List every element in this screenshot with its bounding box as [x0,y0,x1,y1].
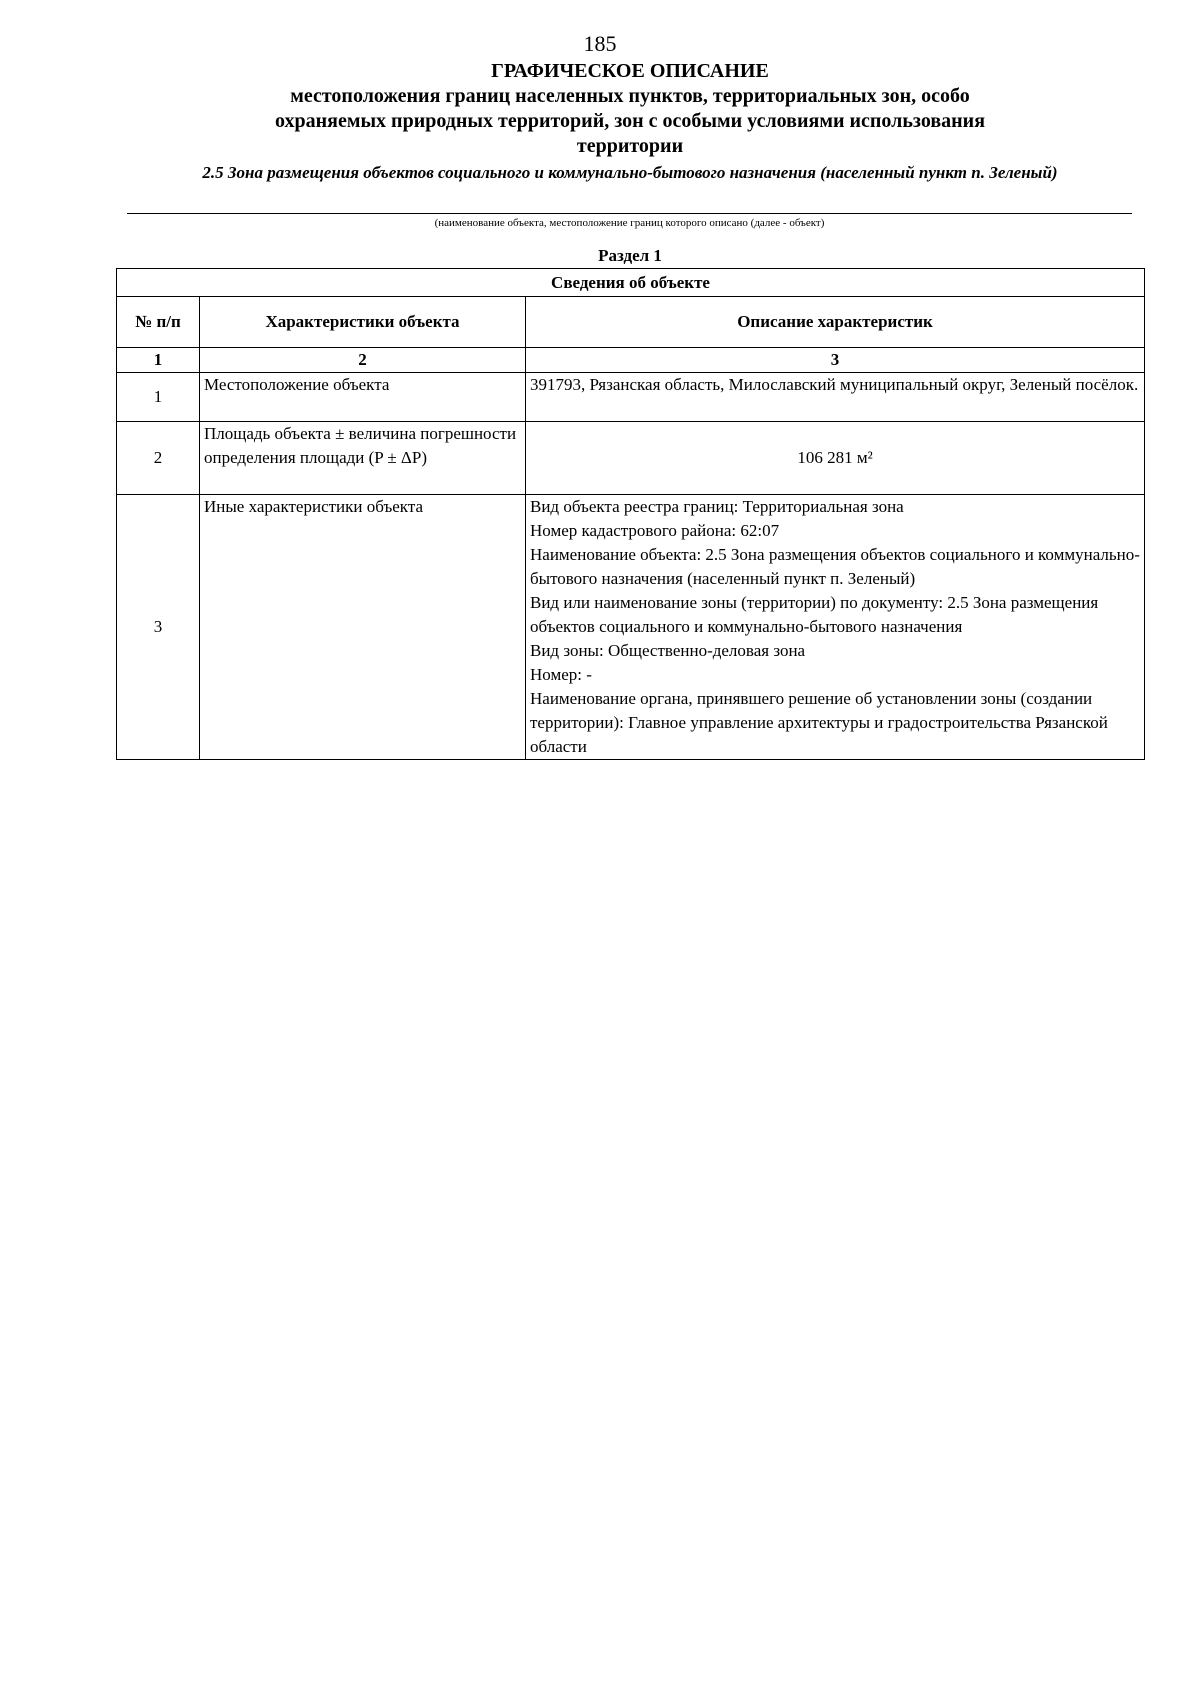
description-line: Наименование органа, принявшего решение об установлении зоны (создании территории): Главное управление архитектуры и градостроительства Рязанской области [530,689,1108,756]
section-title: Раздел 1 [598,246,662,265]
object-name-underline [127,213,1132,214]
row-description [526,495,1145,760]
row-num: 1 [117,373,200,422]
table-header-row [117,297,1145,348]
description-line: Номер кадастрового района: 62:07 [530,521,780,540]
description-line: Наименование объекта: 2.5 Зона размещения объектов социального и коммунально-бытового назначения (населенный пункт п. Зеленый) [530,545,1140,588]
document-title: ГРАФИЧЕСКОЕ ОПИСАНИЕ [491,60,769,82]
table-row [117,373,1145,422]
page-number: 185 [583,31,617,56]
header-characteristics: Характеристики объекта [200,297,526,348]
row-characteristic: Иные характеристики объекта [200,495,526,760]
table-row [117,422,1145,495]
object-info-table [116,268,1145,760]
header-description: Описание характеристик [526,297,1145,348]
object-name: 2.5 Зона размещения объектов социального и коммунально-бытового назначения (населенный пункт п. Зеленый) [202,163,1058,182]
table-caption: Сведения об объекте [117,269,1145,297]
row-description: 106 281 м² [526,422,1145,495]
table-row [117,495,1145,760]
description-line: Номер: - [530,665,592,684]
description-line: Вид объекта реестра границ: Территориальная зона [530,497,904,516]
row-characteristic: Местоположение объекта [200,373,526,422]
row-num: 3 [117,495,200,760]
document-subtitle: местоположения границ населенных пунктов, территориальных зон, особо охраняемых природных территорий, зон с особыми условиями использования территории [274,85,986,157]
header-num: № п/п [117,297,200,348]
column-number-row [117,348,1145,373]
row-description: 391793, Рязанская область, Милославский муниципальный округ, Зеленый посёлок. [526,373,1145,422]
column-number-2: 2 [200,348,526,373]
description-line: Вид или наименование зоны (территории) по документу: 2.5 Зона размещения объектов социального и коммунально-бытового назначения [530,593,1099,636]
table-caption-row [117,269,1145,297]
column-number-1: 1 [117,348,200,373]
row-num: 2 [117,422,200,495]
row-characteristic: Площадь объекта ± величина погрешности определения площади (P ± ΔP) [200,422,526,495]
object-name-caption: (наименование объекта, местоположение границ которого описано (далее - объект) [434,217,825,229]
column-number-3: 3 [526,348,1145,373]
description-line: Вид зоны: Общественно-деловая зона [530,641,806,660]
